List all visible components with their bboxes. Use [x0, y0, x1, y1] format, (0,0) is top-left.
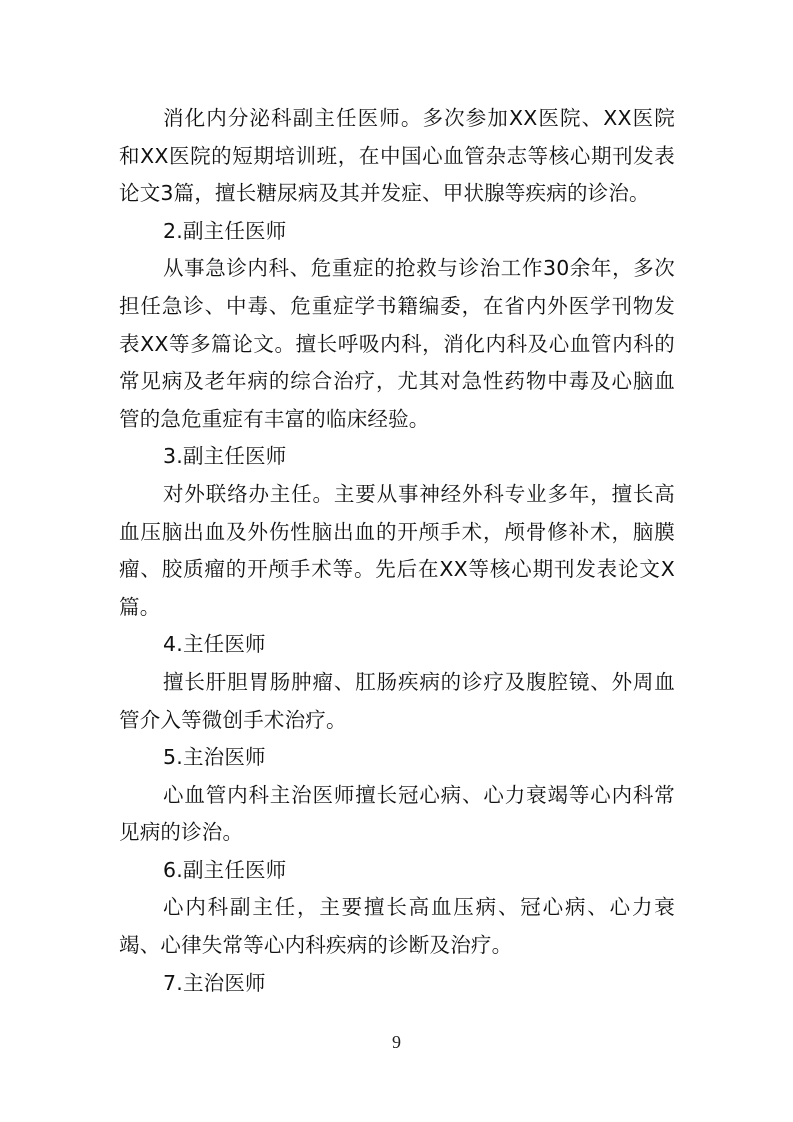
entry-body-4: 擅长肝胆胃肠肿瘤、肛肠疾病的诊疗及腹腔镜、外周血管介入等微创手术治疗。	[119, 669, 675, 732]
entry-heading-3: 3.副主任医师	[163, 444, 287, 469]
entry-heading-4: 4.主任医师	[163, 632, 266, 657]
entry-heading-2: 2.副主任医师	[163, 218, 287, 243]
entry-body-6: 心内科副主任，主要擅长高血压病、冠心病、心力衰竭、心律失常等心内科疾病的诊断及治疗。	[119, 895, 675, 958]
document-page	[119, 100, 675, 1002]
page-number: 9	[392, 1032, 401, 1052]
entry-heading-5: 5.主治医师	[163, 745, 266, 770]
entry-heading-6: 6.副主任医师	[163, 857, 287, 882]
entry-body-2: 从事急诊内科、危重症的抢救与诊治工作30余年，多次担任急诊、中毒、危重症学书籍编委，在省内外医学刊物发表XX等多篇论文。擅长呼吸内科，消化内科及心血管内科的常见病及老年病的综合治疗，尤其对急性药物中毒及心脑血管的急危重症有丰富的临床经验。	[119, 256, 675, 431]
entry-body-3: 对外联络办主任。主要从事神经外科专业多年，擅长高血压脑出血及外伤性脑出血的开颅手术，颅骨修补术，脑膜瘤、胶质瘤的开颅手术等。先后在XX等核心期刊发表论文X篇。	[119, 481, 675, 619]
entry-heading-7: 7.主治医师	[163, 970, 266, 995]
entry-body-5: 心血管内科主治医师擅长冠心病、心力衰竭等心内科常见病的诊治。	[119, 782, 675, 845]
intro-paragraph: 消化内分泌科副主任医师。多次参加XX医院、XX医院和XX医院的短期培训班，在中国心血管杂志等核心期刊发表论文3篇，擅长糖尿病及其并发症、甲状腺等疾病的诊治。	[119, 106, 675, 206]
